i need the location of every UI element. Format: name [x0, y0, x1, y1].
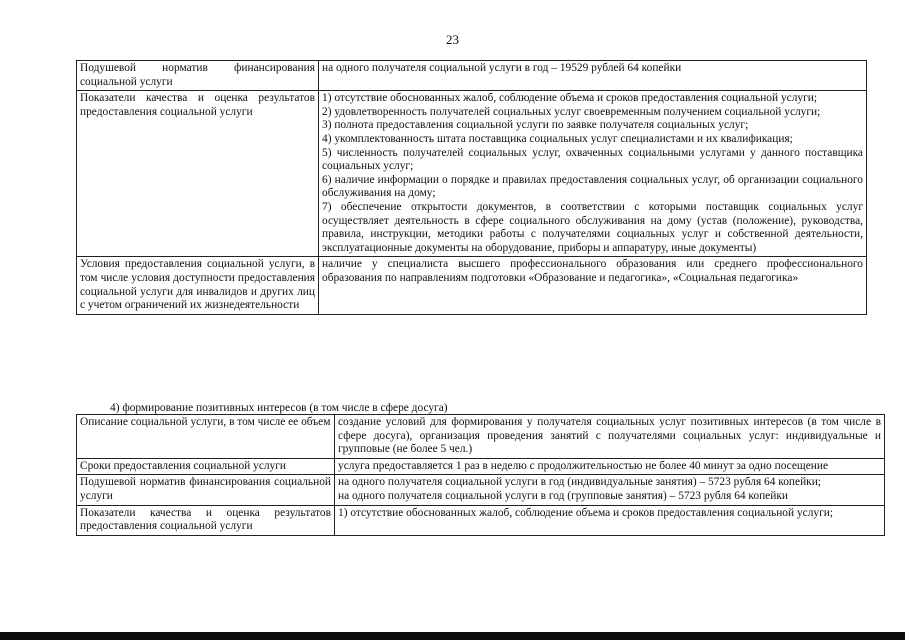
value-line: 5) численность получателей социальных услуг, охваченных социальными услугами у данного поставщика социальных услуг; — [322, 146, 863, 173]
value-line: 1) отсутствие обоснованных жалоб, соблюдение объема и сроков предоставления социальной услуги; — [338, 506, 834, 519]
value-line: 4) укомплектованность штата поставщика социальных услуг специалистами и их квалификация; — [322, 132, 793, 145]
row-value-cell — [335, 458, 885, 475]
table-row — [77, 458, 885, 475]
value-line: 6) наличие информации о порядке и правилах предоставления социальных услуг, об организации социального обслуживания на дому; — [322, 173, 863, 200]
service-table-1-body — [77, 61, 867, 315]
value-line: услуга предоставляется 1 раз в неделю с продолжительностью не более 40 минут за одно посещение — [338, 459, 829, 472]
row-label-cell: Сроки предоставления социальной услуги — [77, 458, 335, 475]
value-line: на одного получателя социальной услуги в год – 19529 рублей 64 копейки — [322, 62, 682, 74]
table-row — [77, 505, 885, 535]
section-heading: 4) формирование позитивных интересов (в том числе в сфере досуга) — [110, 402, 448, 414]
row-label-cell: Условия предоставления социальной услуги, в том числе условия доступности предоставления социальной услуги для инвалидов и других лиц с учетом ограничений их жизнедеятельности — [77, 257, 319, 314]
service-table-1 — [76, 60, 867, 315]
row-label-cell: Показатели качества и оценка результатов предоставления социальной услуги — [77, 505, 335, 535]
value-line: 7) обеспечение открытости документов, в соответствии с которыми поставщик социальных услуг осуществляет деятельность в сфере социального обслуживания на дому (устав (положение), руководства, правила, инструкции, методики работы с получателями социальных услуг и собственной деятельности, эксплуатационные документы на оборудование, приборы и аппаратуру, иные документы) — [322, 200, 863, 254]
value-line: создание условий для формирования у получателя социальных услуг позитивных интересов (в том числе в сфере досуга), организация проведения занятий с получателями социальных услуг: индивидуальные и групповые (не более 5 чел.) — [338, 416, 881, 456]
table-row — [77, 475, 885, 505]
row-label-cell: Показатели качества и оценка результатов предоставления социальной услуги — [77, 91, 319, 257]
table-row — [77, 257, 867, 314]
row-value-cell — [335, 415, 885, 459]
row-label-cell: Подушевой норматив финансирования социальной услуги — [77, 61, 319, 91]
scan-bottom-edge — [0, 632, 905, 640]
row-value-cell — [335, 505, 885, 535]
table-row — [77, 61, 867, 91]
row-label-cell: Описание социальной услуги, в том числе ее объем — [77, 415, 335, 459]
value-line: 1) отсутствие обоснованных жалоб, соблюдение объема и сроков предоставления социальной услуги; — [322, 92, 818, 105]
service-table-2 — [76, 414, 885, 536]
row-label-cell: Подушевой норматив финансирования социальной услуги — [77, 475, 335, 505]
row-value-cell — [335, 475, 885, 505]
value-line: 2) удовлетворенность получателей социальных услуг своевременным получением социальной услуги; — [322, 105, 821, 118]
value-line: на одного получателя социальной услуги в год (индивидуальные занятия) – 5723 рубля 64 копейки; — [338, 476, 821, 489]
row-value-cell — [319, 61, 867, 91]
page-number: 23 — [446, 32, 459, 47]
value-line: наличие у специалиста высшего профессионального образования или среднего профессионального образования по направлениям подготовки «Образование и педагогика», «Социальная педагогика» — [322, 258, 863, 284]
value-line: 3) полнота предоставления социальной услуги по заявке получателя социальных услуг; — [322, 119, 749, 132]
table-row — [77, 91, 867, 257]
row-value-cell — [319, 257, 867, 314]
value-line: на одного получателя социальной услуги в год (групповые занятия) – 5723 рубля 64 копейки — [338, 489, 788, 502]
service-table-2-body — [77, 415, 885, 536]
row-value-cell — [319, 91, 867, 257]
table-row — [77, 415, 885, 459]
